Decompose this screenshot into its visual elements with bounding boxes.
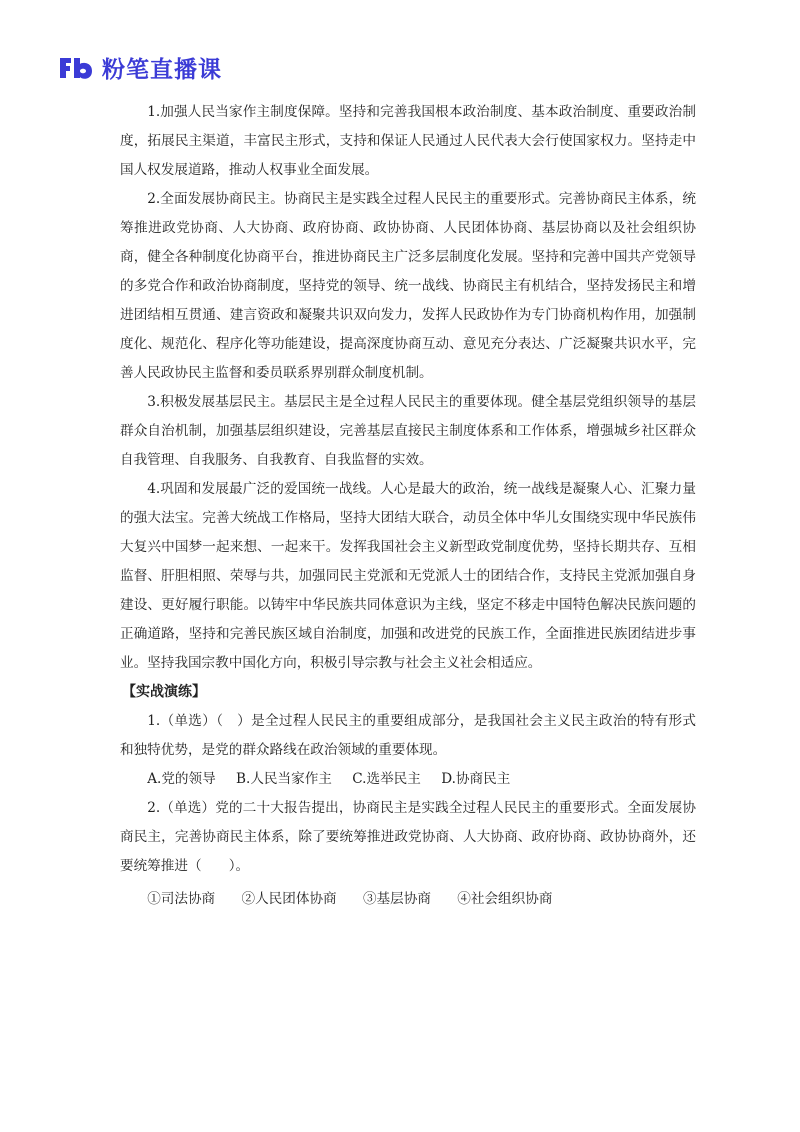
document-body xyxy=(120,98,696,914)
question-2-choices xyxy=(120,885,696,914)
choice-3: ③基层协商 xyxy=(362,891,431,907)
paragraph-4: 4.巩固和发展最广泛的爱国统一战线。人心是最大的政治，统一战线是凝聚人心、汇聚力量的强大法宝。完善大统战工作格局，坚持大团结大联合，动员全体中华儿女围绕实现中华民族伟大复兴中国梦一起来想、一起来干。发挥我国社会主义新型政党制度优势，坚持长期共存、互相监督、肝胆相照、荣辱与共，加强同民主党派和无党派人士的团结合作，支持民主党派加强自身建设、更好履行职能。以铸牢中华民族共同体意识为主线，坚定不移走中国特色解决民族问题的正确道路，坚持和完善民族区域自治制度，加强和改进党的民族工作，全面推进民族团结进步事业。坚持我国宗教中国化方向，积极引导宗教与社会主义社会相适应。 xyxy=(120,481,696,671)
choice-1: ①司法协商 xyxy=(147,891,216,907)
question-2: 2.（单选）党的二十大报告提出，协商民主是实践全过程人民民主的重要形式。全面发展协商民主，完善协商民主体系，除了要统筹推进政党协商、人大协商、政府协商、政协协商外，还要统筹推进（ ）。 xyxy=(120,800,696,874)
option-c: C.选举民主 xyxy=(352,771,421,787)
option-a: A.党的领导 xyxy=(147,771,216,787)
question-1-options xyxy=(120,765,696,794)
header xyxy=(58,52,222,82)
question-1: 1.（单选）（ ）是全过程人民民主的重要组成部分，是我国社会主义民主政治的特有形式和独特优势，是党的群众路线在政治领域的重要体现。 xyxy=(120,713,696,758)
fb-logo-icon xyxy=(58,54,94,80)
option-b: B.人民当家作主 xyxy=(236,771,332,787)
paragraph-3: 3.积极发展基层民主。基层民主是全过程人民民主的重要体现。健全基层党组织领导的基层群众自治机制，加强基层组织建设，完善基层直接民主制度体系和工作体系，增强城乡社区群众自我管理、自我服务、自我教育、自我监督的实效。 xyxy=(120,394,696,468)
brand-name: 粉笔直播课 xyxy=(102,56,222,83)
choice-2: ②人民团体协商 xyxy=(241,891,337,907)
option-d: D.协商民主 xyxy=(441,771,511,787)
paragraph-1: 1.加强人民当家作主制度保障。坚持和完善我国根本政治制度、基本政治制度、重要政治制度，拓展民主渠道，丰富民主形式，支持和保证人民通过人民代表大会行使国家权力。坚持走中国人权发展道路，推动人权事业全面发展。 xyxy=(120,104,696,178)
paragraph-2: 2.全面发展协商民主。协商民主是实践全过程人民民主的重要形式。完善协商民主体系，统筹推进政党协商、人大协商、政府协商、政协协商、人民团体协商、基层协商以及社会组织协商，健全各种制度化协商平台，推进协商民主广泛多层制度化发展。坚持和完善中国共产党领导的多党合作和政治协商制度，坚持党的领导、统一战线、协商民主有机结合，坚持发扬民主和增进团结相互贯通、建言资政和凝聚共识双向发力，发挥人民政协作为专门协商机构作用，加强制度化、规范化、程序化等功能建设，提高深度协商互动、意见充分表达、广泛凝聚共识水平，完善人民政协民主监督和委员联系界别群众制度机制。 xyxy=(120,191,696,381)
choice-4: ④社会组织协商 xyxy=(457,891,553,907)
exercise-title: 【实战演练】 xyxy=(122,684,206,700)
